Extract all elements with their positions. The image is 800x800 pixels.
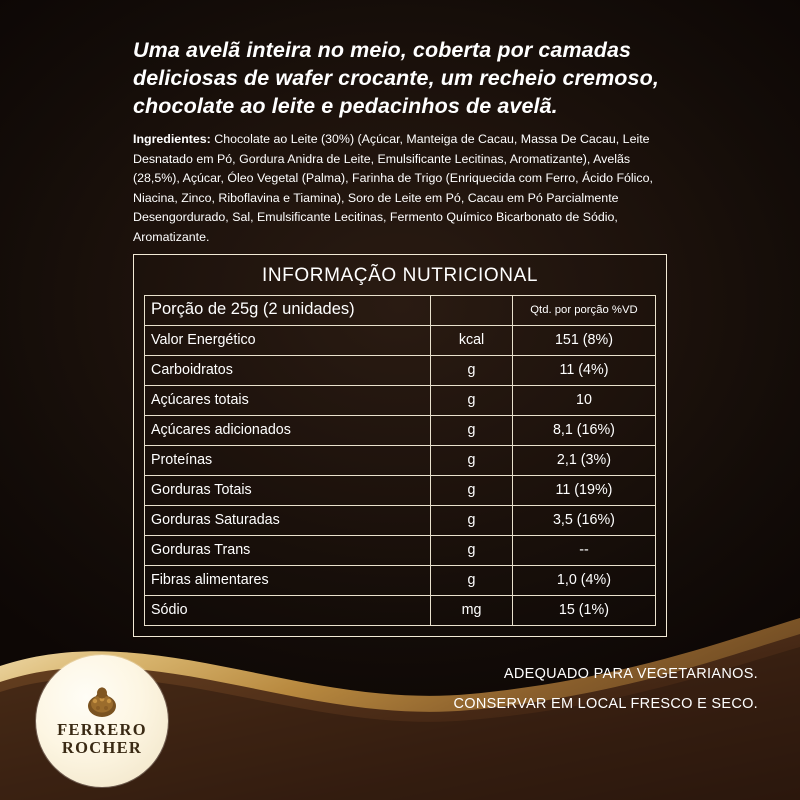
nutrient-unit: g [431, 506, 513, 536]
nutrient-name: Açúcares totais [145, 386, 431, 416]
logo-brand-line2: ROCHER [61, 737, 143, 757]
nutrient-unit: kcal [431, 326, 513, 356]
nutrient-name: Proteínas [145, 446, 431, 476]
unit-header [431, 296, 513, 326]
nutrient-value: 2,1 (3%) [512, 446, 655, 476]
nutrient-value: 3,5 (16%) [512, 506, 655, 536]
ingredients-paragraph [133, 130, 678, 248]
table-row [145, 476, 656, 506]
table-row [145, 386, 656, 416]
table-row [145, 596, 656, 626]
table-row [145, 326, 656, 356]
nutrient-value: 11 (4%) [512, 356, 655, 386]
nutrient-name: Gorduras Saturadas [145, 506, 431, 536]
nutrient-value: 15 (1%) [512, 596, 655, 626]
nutrient-name: Gorduras Trans [145, 536, 431, 566]
vegetarian-caption: ADEQUADO PARA VEGETARIANOS. [503, 666, 758, 682]
praline-icon [82, 684, 122, 718]
ferrero-rocher-logo [36, 655, 168, 787]
logo-brand-line1: FERRERO [57, 719, 147, 739]
portion-label: Porção de 25g (2 unidades) [145, 296, 431, 326]
nutrient-value: -- [512, 536, 655, 566]
table-row [145, 536, 656, 566]
nutrient-name: Fibras alimentares [145, 566, 431, 596]
nutrient-name: Açúcares adicionados [145, 416, 431, 446]
nutrient-unit: g [431, 566, 513, 596]
nutrition-table [144, 295, 656, 626]
nutrient-name: Carboidratos [145, 356, 431, 386]
nutrient-value: 8,1 (16%) [512, 416, 655, 446]
nutrient-value: 151 (8%) [512, 326, 655, 356]
table-row [145, 566, 656, 596]
nutrient-value: 1,0 (4%) [512, 566, 655, 596]
nutrition-title: INFORMAÇÃO NUTRICIONAL [261, 265, 539, 286]
nutrient-unit: g [431, 416, 513, 446]
nutrient-unit: g [431, 356, 513, 386]
nutrient-name: Gorduras Totais [145, 476, 431, 506]
nutrition-facts-panel [133, 254, 667, 637]
nutrient-unit: g [431, 536, 513, 566]
nutrient-unit: g [431, 386, 513, 416]
table-header-row [145, 296, 656, 326]
value-header: Qtd. por porção %VD [512, 296, 655, 326]
nutrient-value: 11 (19%) [512, 476, 655, 506]
nutrient-unit: g [431, 476, 513, 506]
table-row [145, 506, 656, 536]
nutrient-name: Sódio [145, 596, 431, 626]
nutrient-value: 10 [512, 386, 655, 416]
ingredients-label: Ingredientes: [133, 132, 211, 146]
table-row [145, 446, 656, 476]
nutrient-unit: g [431, 446, 513, 476]
nutrient-unit: mg [431, 596, 513, 626]
storage-caption: CONSERVAR EM LOCAL FRESCO E SECO. [453, 696, 758, 712]
ingredients-text: Chocolate ao Leite (30%) (Açúcar, Manteiga de Cacau, Massa De Cacau, Leite Desnatado em Pó, Gordura Anidra de Leite, Emulsificante Lecitinas, Aromatizante), Avelãs (28,5%), Açúcar, Óleo Vegetal (Palma), Farinha de Trigo (Enriquecida com Ferro, Ácido Fólico, Niacina, Zinco, Riboflavina e Tiamina), Soro de Leite em Pó, Cacau em Pó Parcialmente Desengordurado, Sal, Emulsificante Lecitinas, Fermento Químico Bicarbonato de Sódio, Aromatizante. [133, 132, 653, 244]
table-row [145, 356, 656, 386]
nutrient-name: Valor Energético [145, 326, 431, 356]
page-title: Uma avelã inteira no meio, coberta por camadas deliciosas de wafer crocante, um recheio cremoso, chocolate ao leite e pedacinhos de avelã. [133, 38, 659, 118]
table-row [145, 416, 656, 446]
